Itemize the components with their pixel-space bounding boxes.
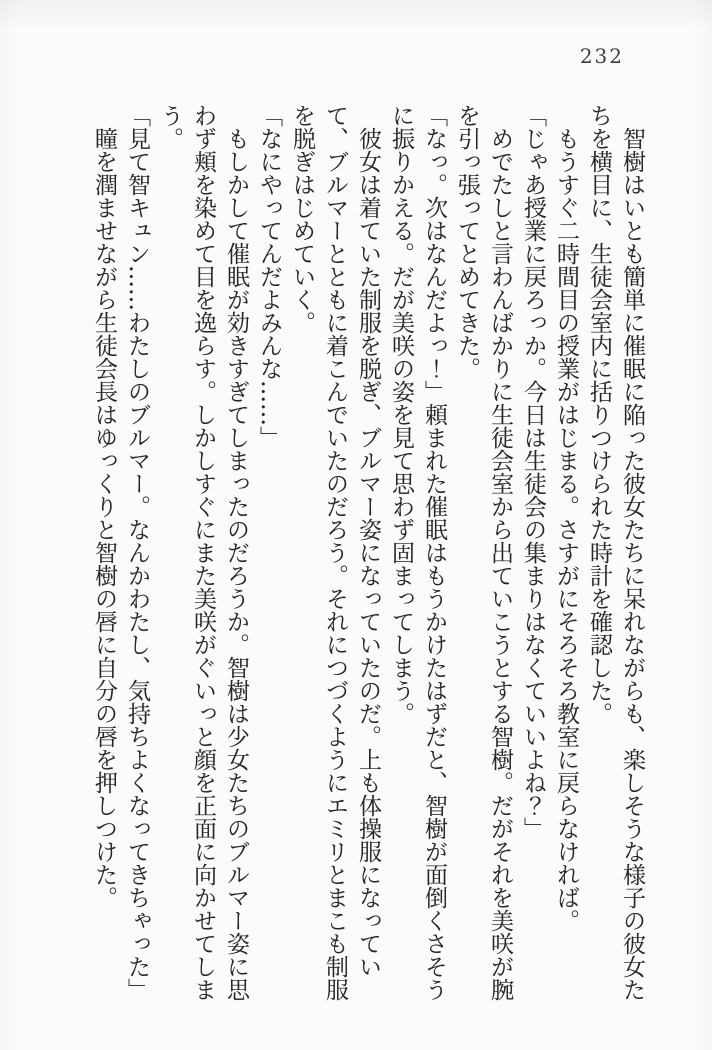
paragraph: もしかして催眠が効きすぎてしまったのだろうか。智樹は少女たちのブルマー姿に思わず頬を染めて目を逸らす。しかしすぐにまた美咲がぐいっと顔を正面に向かせてしまう。	[157, 104, 249, 1001]
paragraph: めでたしと言わんばかりに生徒会室から出ていこうとする智樹。だがそれを美咲が腕を引っ張ってとめてきた。	[454, 104, 513, 1001]
dialogue-paragraph: 「じゃあ授業に戻ろっか。今日は生徒会の集まりはなくていいよね？」	[520, 104, 546, 840]
paragraph: 彼女は着ていた制服を脱ぎ、ブルマー姿になっていたのだ。上も体操服になっていて、ブルマーとともに着こんでいたのだろう。それにつづくようにエミリとまこも制服を脱ぎはじめていく。	[289, 104, 381, 1001]
paragraph: もうすぐ二時間目の授業がはじまる。さすがにそろそろ教室に戻らなければ。	[553, 127, 579, 932]
dialogue-paragraph: 「見て智キュン……わたしのブルマー。なんかわたし、気持ちよくなってきちゃった」	[124, 104, 150, 1001]
vertical-text-block	[87, 104, 648, 1004]
page-number: 232	[579, 44, 624, 68]
dialogue-paragraph: 「なにやってんだよみんな……」	[256, 104, 282, 449]
paragraph: 瞳を潤ませながら生徒会長はゆっくりと智樹の唇に自分の唇を押しつけた。	[91, 127, 117, 909]
paragraph: 智樹はいとも簡単に催眠に陥った彼女たちに呆れながらも、楽しそうな様子の彼女たちを横目に、生徒会室内に括りつけられた時計を確認した。	[586, 104, 645, 1001]
dialogue-paragraph: 「なっ。次はなんだよっ！」頼まれた催眠はもうかけたはずだと、智樹が面倒くさそうに振りかえる。だが美咲の姿を見て思わず固まってしまう。	[388, 104, 447, 1001]
